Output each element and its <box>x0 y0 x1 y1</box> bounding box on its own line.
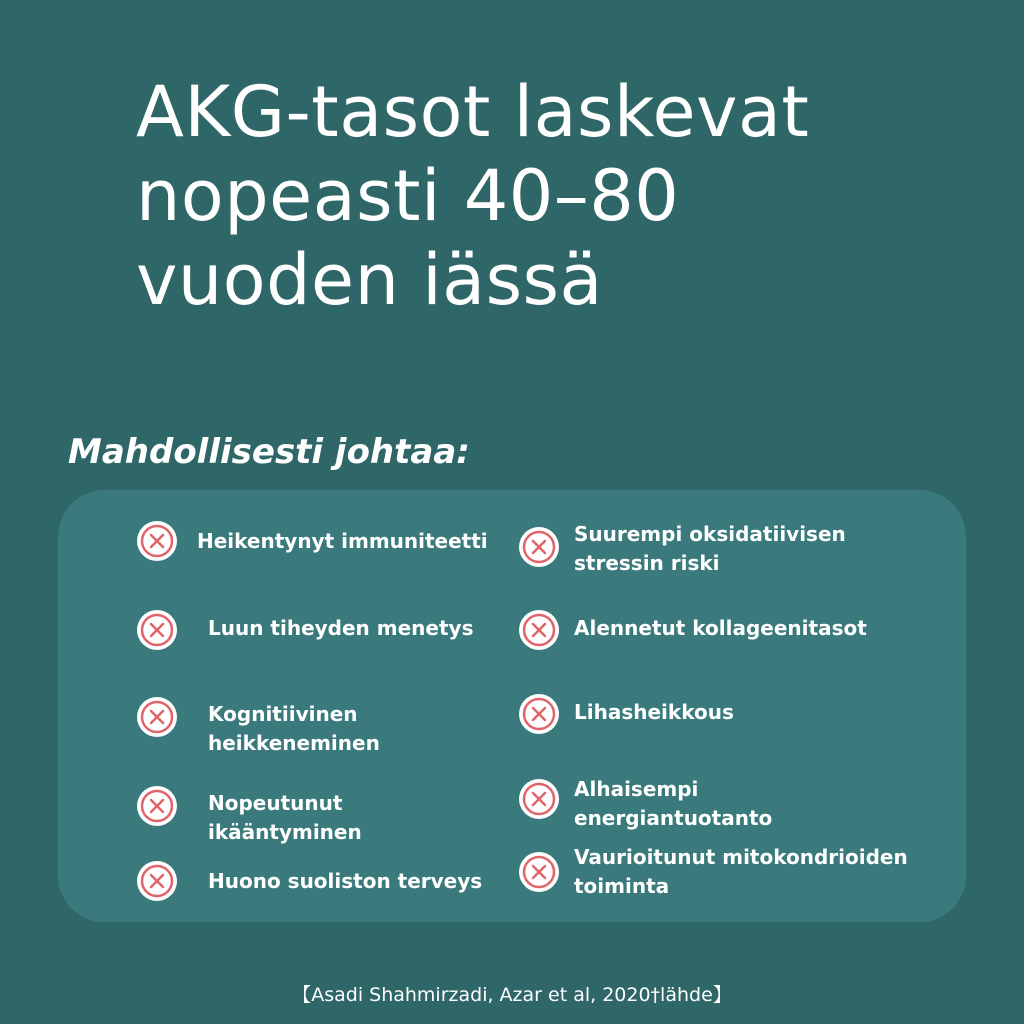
x-circle-icon <box>137 697 177 737</box>
list-item-label: Vaurioitunut mitokondrioiden toiminta <box>574 845 908 898</box>
list-item-label: Luun tiheyden menetys <box>208 616 474 640</box>
list-item-label: Alennetut kollageenitasot <box>574 616 867 640</box>
title-line: vuoden iässä <box>136 239 603 321</box>
list-item-label: Huono suoliston terveys <box>208 869 483 893</box>
x-circle-icon <box>137 786 177 826</box>
consequences-panel <box>58 490 966 922</box>
list-item-label: Heikentynyt immuniteetti <box>197 529 488 553</box>
x-circle-icon <box>137 861 177 901</box>
x-circle-icon <box>137 610 177 650</box>
x-circle-icon <box>519 527 559 567</box>
list-item-label: Lihasheikkous <box>574 700 734 724</box>
list-item-label: Kognitiivinen heikkeneminen <box>208 702 380 755</box>
x-circle-icon <box>519 694 559 734</box>
page-title <box>136 70 996 322</box>
x-circle-icon <box>137 521 177 561</box>
list-item-label: Alhaisempi energiantuotanto <box>574 777 773 830</box>
x-circle-icon <box>519 852 559 892</box>
title-line: nopeasti 40–80 <box>136 155 680 237</box>
list-item-label: Suurempi oksidatiivisen stressin riski <box>574 522 846 575</box>
source-citation: 【Asadi Shahmirzadi, Azar et al, 2020†lähde】 <box>292 984 732 1006</box>
x-circle-icon <box>519 779 559 819</box>
section-subtitle: Mahdollisesti johtaa: <box>68 432 470 472</box>
title-line: AKG-tasot laskevat <box>136 71 810 153</box>
list-item-label: Nopeutunut ikääntyminen <box>208 791 362 844</box>
x-circle-icon <box>519 610 559 650</box>
